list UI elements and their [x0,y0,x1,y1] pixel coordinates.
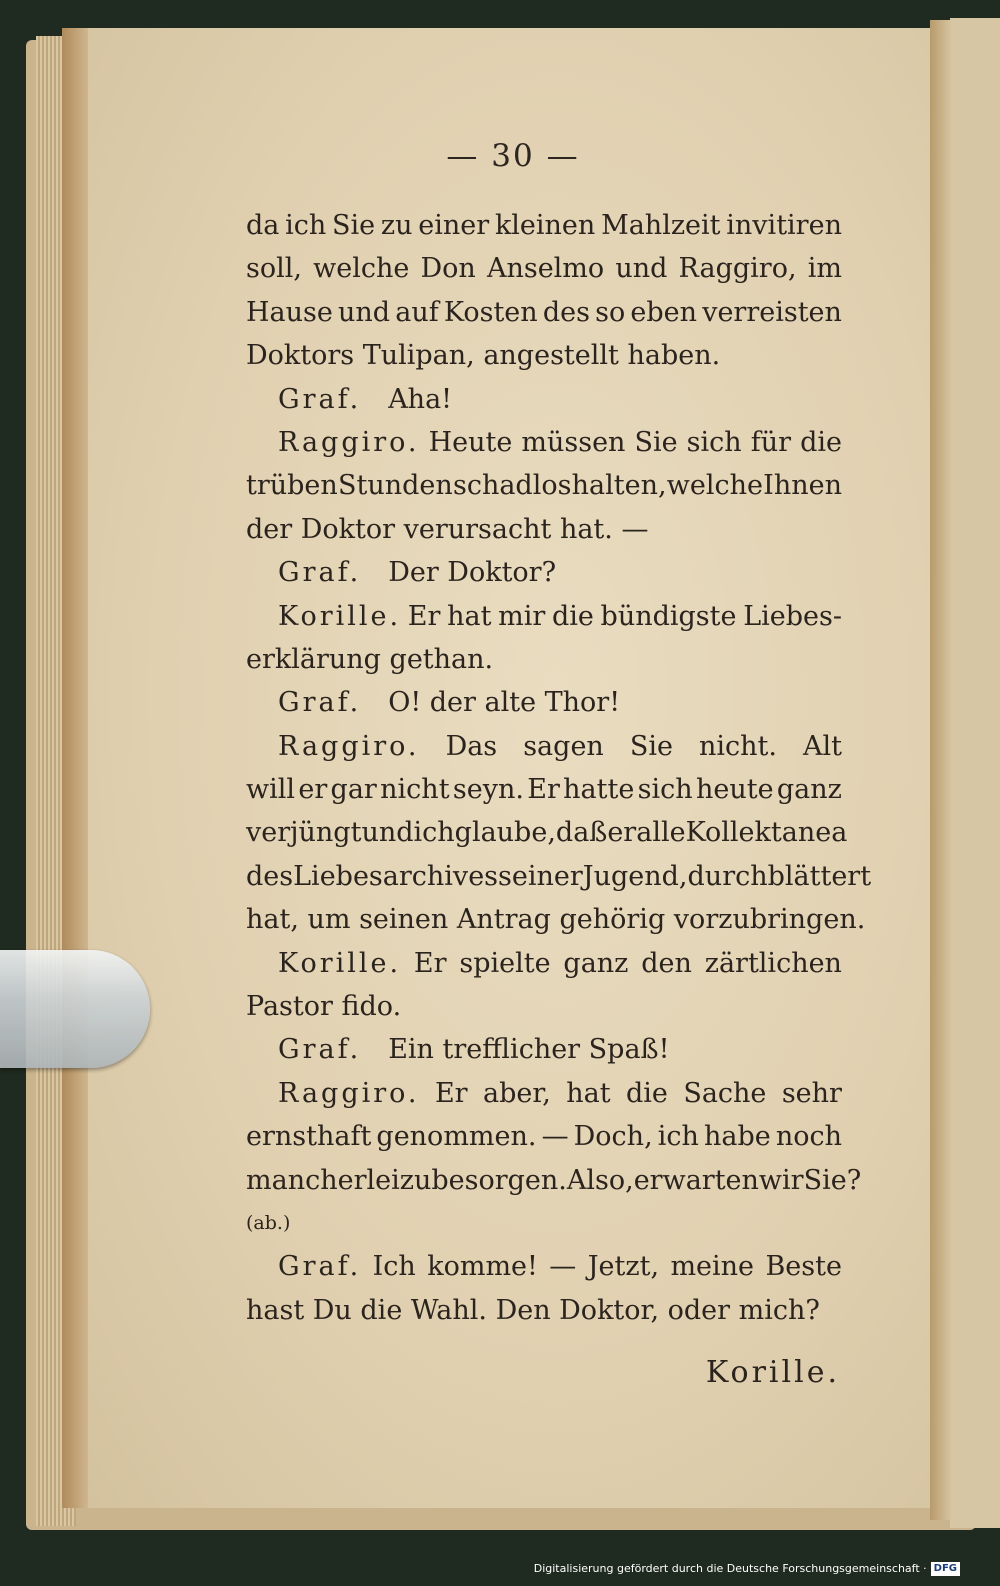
word: mir [498,600,546,632]
text-line [246,508,842,551]
page-number: — 30 — [446,138,580,174]
word: habe [704,1121,771,1153]
speaker-name: Graf. [278,557,362,589]
speaker-name: Graf. [278,1034,362,1066]
word: trüben [246,470,338,502]
word: zu [380,210,413,241]
word: noch [775,1121,842,1153]
word: Sie [634,426,678,458]
word: eben [630,296,698,328]
line-text: Pastor fido. [246,991,402,1023]
word: — [549,1251,577,1283]
word: Liebesarchives [293,860,499,892]
word: Kollektanea [685,817,848,849]
word: ich [413,817,455,849]
speaker-name: Raggiro. [278,1077,420,1109]
line-text: O! der alte Thor! [388,687,621,719]
text-line [246,1202,842,1245]
word: auf [395,296,439,328]
text-line [246,291,842,334]
word: genommen. [376,1121,537,1153]
text-line [246,1115,842,1158]
text-line [246,1159,862,1202]
word: ernsthaft [246,1121,372,1153]
word: Er [413,947,447,979]
word: Liebes- [743,600,842,632]
word: und [361,817,414,849]
text-line [246,768,842,811]
word: Ich [372,1251,416,1283]
text-line [246,855,872,898]
word: Raggiro, [678,253,797,285]
word: soll, [246,253,302,285]
word: nicht [380,774,450,806]
word: Kosten [443,296,538,328]
word: zu [399,1164,432,1196]
speaker-name: Graf. [278,687,362,719]
word: — [541,1121,569,1153]
word: des [542,296,590,328]
dfg-logo-icon: DFG [931,1562,960,1576]
text-line [246,595,842,638]
text-line [246,942,842,985]
word: hat [447,600,492,632]
text-line [246,421,842,464]
facing-page-edge [950,18,1000,1528]
word: verreisten [702,296,842,328]
word: Don [420,253,476,285]
word: ganz [563,947,629,979]
word: und [338,296,391,328]
word: den [641,947,692,979]
word: aber, [482,1077,551,1109]
word: spielte [459,947,551,979]
word: Heute [428,426,513,458]
word: Also, [566,1164,634,1196]
word: Sache [683,1077,767,1109]
text-line [246,551,842,594]
line-text: hast Du die Wahl. Den Doktor, oder mich? [246,1294,820,1326]
word: Ihnen [763,470,842,502]
word: im [807,253,842,285]
word: ganz [776,774,842,806]
word: er [607,817,637,849]
word: die [800,426,842,458]
word: ich [657,1121,699,1153]
word: meine [670,1251,755,1283]
word: Sie [332,210,376,241]
line-text: hat, um seinen Antrag gehörig vorzubringen. [246,904,866,936]
footer-text: Digitalisierung gefördert durch die Deutsche Forschungsgemeinschaft · [533,1562,927,1575]
text-line [246,638,842,681]
text-line [246,898,866,941]
word: Doch, [573,1121,653,1153]
line-text: Aha! [388,383,453,415]
word: Hause [246,296,333,328]
word: nicht. [699,730,777,762]
word: Stunden [338,470,453,502]
word: daß [555,817,608,849]
word: seiner [498,860,583,892]
text-line [246,378,842,421]
speaker-name: Graf. [278,383,362,415]
word: hatte [563,774,635,806]
line-text: der Doktor verursacht hat. — [246,513,649,545]
word: mancherlei [246,1164,400,1196]
word: will [246,774,296,806]
word: halten, [571,470,667,502]
word: glaube, [454,817,556,849]
word: des [246,860,294,892]
speaker-name: Graf. [278,1251,362,1283]
text-line [246,247,842,290]
word: komme! [427,1251,538,1283]
word: Alt [803,730,842,762]
word: die [626,1077,668,1109]
word: alle [636,817,686,849]
text-line [246,1245,842,1288]
digitization-footer [534,1561,960,1577]
text-line [246,811,848,854]
text-line [246,985,842,1028]
word: seyn. [452,774,524,806]
speaker-name: Korille. [278,600,402,632]
word: hat [566,1077,611,1109]
word: er [298,774,328,806]
line-text: erklärung gethan. [246,643,494,675]
text-line [246,681,842,724]
word: Jugend, [582,860,688,892]
word: Beste [765,1251,842,1283]
word: wir [758,1164,804,1196]
text-line [246,204,842,247]
word: Jetzt, [587,1251,660,1283]
word: sagen [523,730,604,762]
word: welche [666,470,763,502]
word: die [551,600,594,632]
speaker-name: Korille. [278,947,402,979]
word: heute [695,774,774,806]
word: Er [407,600,441,632]
word: erwarten [633,1164,759,1196]
word: durchblättert [687,860,872,892]
word: Er [434,1077,468,1109]
word: und [615,253,668,285]
text-line [246,1072,842,1115]
word: sehr [781,1077,842,1109]
word: Anselmo [486,253,605,285]
word: zärtlichen [704,947,842,979]
word: gar [330,774,377,806]
word: kleinen [494,210,596,241]
speaker-name: Raggiro. [278,730,420,762]
word: müssen [521,426,626,458]
word: ich [285,210,327,241]
word: einer [418,210,490,241]
word: Sie? [803,1164,862,1196]
text-line [246,1289,842,1332]
word: sich [637,774,693,806]
word: schadlos [452,470,572,502]
word: invitiren [726,210,842,241]
word: bündigste [600,600,737,632]
word: Er [527,774,560,806]
word: sich [686,426,742,458]
text-line [246,464,842,507]
word: Mahlzeit [601,210,721,241]
word: so [595,296,626,328]
book-clamp [0,950,150,1068]
page-text-block [246,204,872,1332]
word: besorgen. [431,1164,567,1196]
line-text: (ab.) [246,1211,291,1234]
catchword: Korille. [705,1355,840,1390]
text-line [246,1028,842,1071]
word: Das [445,730,498,762]
text-line [246,725,842,768]
page-binding-edge [930,20,952,1520]
word: da [246,210,280,241]
line-text: Doktors Tulipan, angestellt haben. [246,340,721,372]
speaker-name: Raggiro. [278,426,420,458]
line-text: Ein trefflicher Spaß! [388,1034,670,1066]
word: welche [313,253,410,285]
word: verjüngt [246,817,362,849]
word: für [750,426,792,458]
word: Sie [629,730,673,762]
text-line [246,334,842,377]
line-text: Der Doktor? [388,557,557,589]
